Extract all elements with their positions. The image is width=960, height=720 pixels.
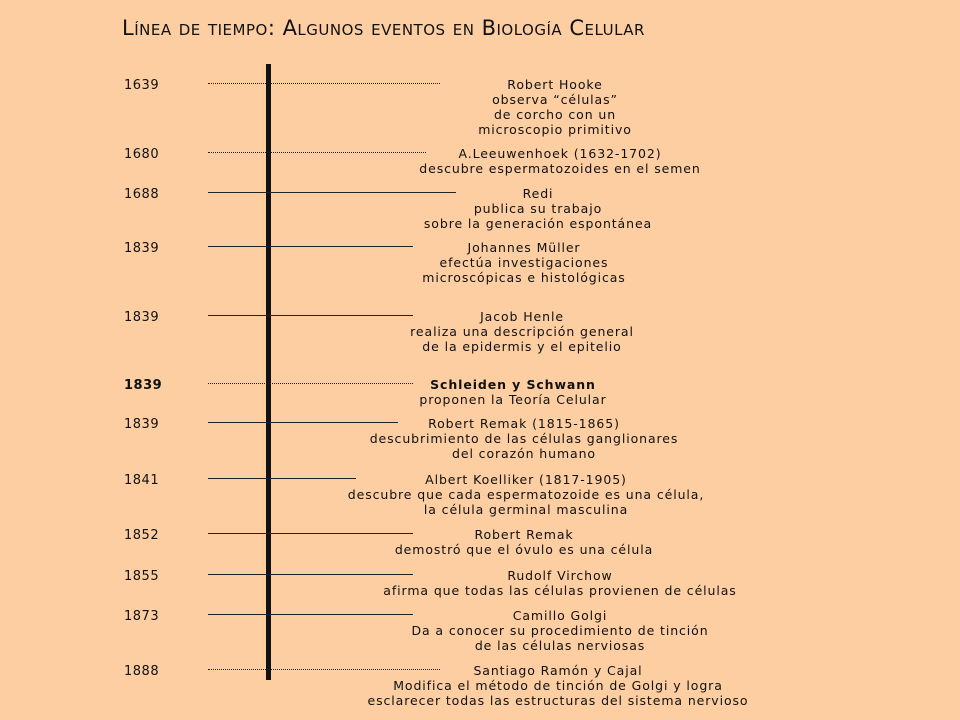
page-title: Línea de tiempo: Algunos eventos en Biología Celular bbox=[122, 16, 645, 40]
event-detail-line: realiza una descripción general bbox=[410, 324, 634, 339]
event-description bbox=[419, 146, 700, 176]
event-detail-line: descubre espermatozoides en el semen bbox=[419, 161, 701, 176]
event-detail-line: de las células nerviosas bbox=[474, 638, 646, 653]
event-detail-line: de corcho con un bbox=[493, 107, 617, 122]
event-description bbox=[370, 416, 679, 461]
timeline-axis bbox=[266, 64, 271, 680]
event-description bbox=[478, 77, 632, 137]
event-leader-line bbox=[208, 315, 413, 316]
event-description bbox=[411, 608, 708, 653]
event-year: 1855 bbox=[124, 569, 160, 584]
event-detail-line: efectúa investigaciones bbox=[439, 255, 609, 270]
event-year: 1873 bbox=[124, 609, 160, 624]
event-subject: Rudolf Virchow bbox=[507, 568, 613, 583]
event-year: 1839 bbox=[124, 241, 160, 256]
event-subject: Robert Remak bbox=[474, 527, 574, 542]
event-leader-line bbox=[208, 152, 426, 153]
event-detail-line: sobre la generación espontánea bbox=[423, 216, 653, 231]
event-description bbox=[395, 527, 653, 557]
event-detail-line: descubre que cada espermatozoide es una célula, bbox=[347, 487, 705, 502]
event-detail-line: observa “células” bbox=[492, 92, 618, 107]
event-leader-line bbox=[208, 478, 356, 479]
event-description bbox=[383, 568, 736, 598]
event-leader-line bbox=[208, 83, 440, 84]
event-description bbox=[424, 186, 652, 231]
event-year: 1852 bbox=[124, 528, 160, 543]
event-leader-line bbox=[208, 246, 413, 247]
event-detail-line: Da a conocer su procedimiento de tinción bbox=[411, 623, 709, 638]
event-subject: Santiago Ramón y Cajal bbox=[473, 663, 643, 678]
event-subject: Robert Remak (1815-1865) bbox=[428, 416, 620, 431]
event-detail-line: microscopio primitivo bbox=[478, 122, 632, 137]
event-detail-line: la célula germinal masculina bbox=[423, 502, 629, 517]
event-detail-line: publica su trabajo bbox=[473, 201, 603, 216]
event-leader-line bbox=[208, 533, 413, 534]
event-detail-line: descubrimiento de las células ganglionares bbox=[369, 431, 679, 446]
event-year: 1888 bbox=[124, 664, 160, 679]
event-detail-line: microscópicas e histológicas bbox=[422, 270, 626, 285]
event-description bbox=[368, 663, 749, 708]
event-detail-line: demostró que el óvulo es una célula bbox=[394, 542, 654, 557]
event-detail-line: afirma que todas las células provienen de células bbox=[383, 583, 737, 598]
event-year: 1841 bbox=[124, 473, 160, 488]
event-leader-line bbox=[208, 574, 413, 575]
event-description bbox=[410, 309, 634, 354]
event-subject: Jacob Henle bbox=[480, 309, 564, 324]
event-detail-line: proponen la Teoría Celular bbox=[419, 392, 607, 407]
event-detail-line: esclarecer todas las estructuras del sistema nervioso bbox=[367, 693, 749, 708]
event-subject: Albert Koelliker (1817-1905) bbox=[425, 472, 627, 487]
event-leader-line bbox=[208, 383, 413, 384]
event-description bbox=[348, 472, 704, 517]
event-detail-line: Modifica el método de tinción de Golgi y logra bbox=[393, 678, 723, 693]
event-detail-line: de la epidermis y el epitelio bbox=[422, 339, 622, 354]
event-subject: Redi bbox=[522, 186, 554, 201]
event-subject: Johannes Müller bbox=[467, 240, 581, 255]
event-description bbox=[422, 240, 625, 285]
event-leader-line bbox=[208, 614, 413, 615]
event-year: 1839 bbox=[124, 378, 163, 393]
event-year: 1839 bbox=[124, 310, 160, 325]
event-subject: Robert Hooke bbox=[507, 77, 603, 92]
event-detail-line: del corazón humano bbox=[452, 446, 596, 461]
event-year: 1680 bbox=[124, 147, 160, 162]
event-subject: A.Leeuwenhoek (1632-1702) bbox=[458, 146, 662, 161]
event-subject: Schleiden y Schwann bbox=[430, 377, 596, 392]
event-year: 1639 bbox=[124, 78, 160, 93]
event-subject: Camillo Golgi bbox=[512, 608, 608, 623]
event-description bbox=[419, 377, 606, 407]
event-leader-line bbox=[208, 192, 456, 193]
event-year: 1839 bbox=[124, 417, 160, 432]
event-year: 1688 bbox=[124, 187, 160, 202]
